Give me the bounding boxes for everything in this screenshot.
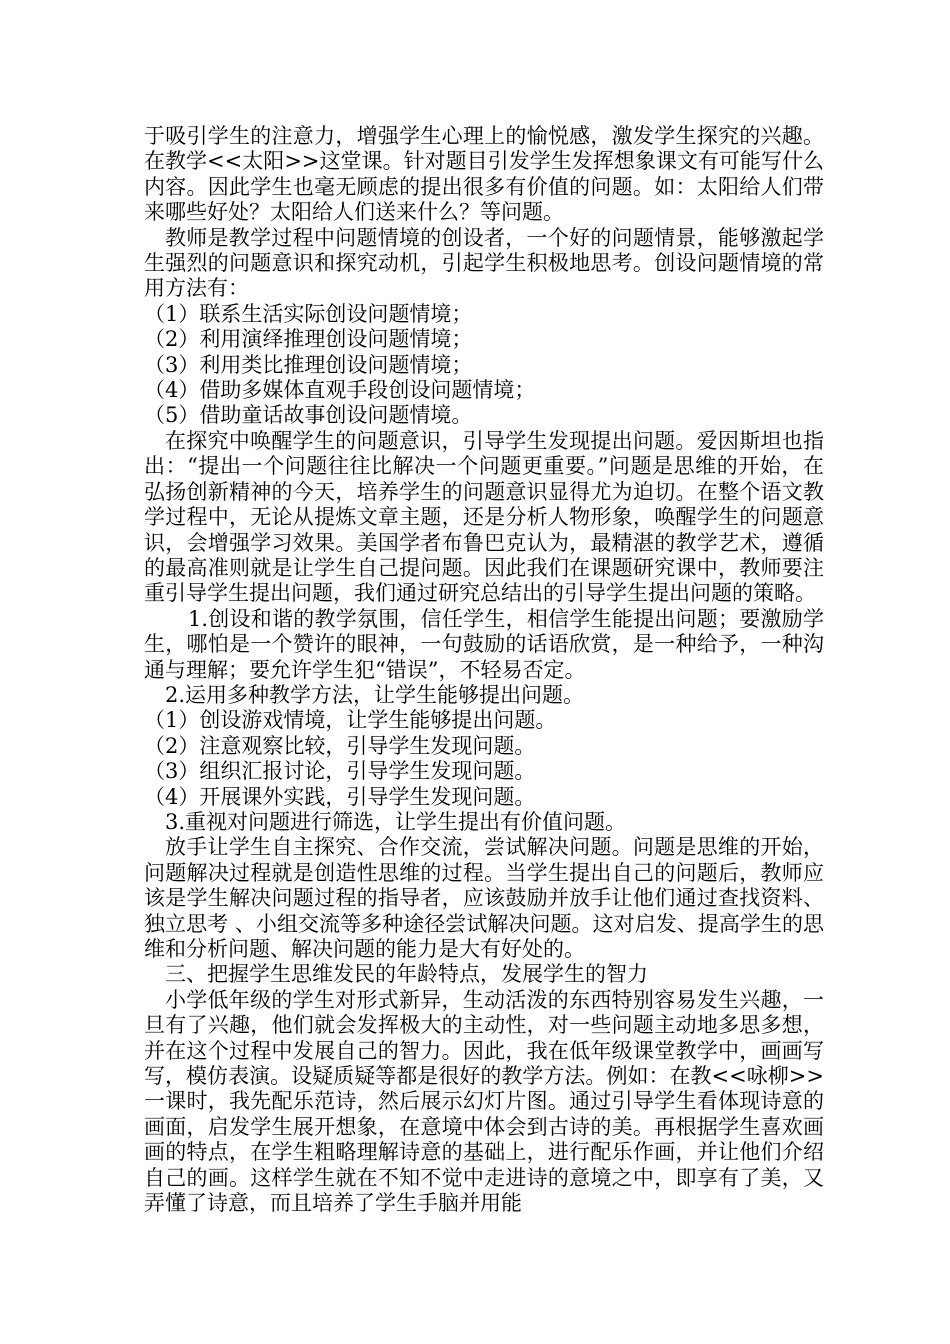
paragraph-strategy-1: 1.创设和谐的教学氛围，信任学生，相信学生能提出问题；要激励学生，哪怕是一个赞许的眼神，一句鼓励的话语欣赏，是一种给予，一种沟通与理解；要允许学生犯“错误”，不轻易否定。: [144, 606, 824, 682]
list-item-method-4: （4）借助多媒体直观手段创设问题情境；: [144, 378, 536, 403]
list-item-strategy-2-3: （3）组织汇报讨论，引导学生发现问题。: [144, 759, 536, 784]
list-item-method-5: （5）借助童话故事创设问题情境。: [144, 403, 473, 428]
paragraph-solve-problems: 放手让学生自主探究、合作交流，尝试解决问题。问题是思维的开始，问题解决过程就是创造性思维的过程。当学生提出自己的问题后，教师应该是学生解决问题过程的指导者，应该鼓励并放手让他们通过查找资料、独立思考 、小组交流等多种途径尝试解决问题。这对启发、提高学生的思维和分析问题、解决问题的能力是大有好处的。: [144, 835, 824, 961]
list-item-method-1: （1）联系生活实际创设问题情境；: [144, 301, 473, 326]
paragraph-age-characteristics: 小学低年级的学生对形式新异，生动活泼的东西特别容易发生兴趣，一旦有了兴趣，他们就会发挥极大的主动性，对一些问题主动地多思多想，并在这个过程中发展自己的智力。因此，我在低年级课堂教学中，画画写写，模仿表演。设疑质疑等都是很好的教学方法。例如：在教<<咏柳>>一课时，我先配乐范诗，然后展示幻灯片图。通过引导学生看体现诗意的画面，启发学生展开想象，在意境中体会到古诗的美。再根据学生喜欢画画的特点，在学生粗略理解诗意的基础上，进行配乐作画，并让他们介绍自己的画。这样学生就在不知不觉中走进诗的意境之中，即享有了美，又弄懂了诗意，而且培养了学生手脑并用能: [144, 987, 824, 1216]
list-item-strategy-2-1: （1）创设游戏情境，让学生能够提出问题。: [144, 708, 557, 733]
section-heading-three: 三、把握学生思维发民的年龄特点，发展学生的智力: [165, 962, 648, 987]
list-item-strategy-2-4: （4）开展课外实践，引导学生发现问题。: [144, 784, 536, 809]
list-item-strategy-2-2: （2）注意观察比较，引导学生发现问题。: [144, 733, 536, 758]
list-item-method-2: （2）利用演绎推理创设问题情境；: [144, 327, 473, 352]
paragraph-intro-continuation: 于吸引学生的注意力，增强学生心理上的愉悦感，激发学生探究的兴趣。在教学<<太阳>>这堂课。针对题目引发学生发挥想象课文有可能写什么内容。因此学生也毫无顾虑的提出很多有价值的问题。如：太阳给人们带来哪些好处？太阳给人们送来什么？等问题。: [144, 124, 824, 225]
document-page: [144, 124, 824, 1216]
paragraph-awaken-awareness: 在探究中唤醒学生的问题意识，引导学生发现提出问题。爱因斯坦也指出：“提出一个问题往往比解决一个问题更重要。”问题是思维的开始，在弘扬创新精神的今天，培养学生的问题意识显得尤为迫切。在整个语文教学过程中，无论从提炼文章主题，还是分析人物形象，唤醒学生的问题意识，会增强学习效果。美国学者布鲁巴克认为，最精湛的教学艺术，遵循的最高准则就是让学生自己提问题。因此我们在课题研究课中，教师要注重引导学生提出问题，我们通过研究总结出的引导学生提出问题的策略。: [144, 428, 824, 606]
paragraph-strategy-2: 2.运用多种教学方法，让学生能够提出问题。: [165, 682, 585, 707]
list-item-method-3: （3）利用类比推理创设问题情境；: [144, 352, 473, 377]
paragraph-strategy-3: 3.重视对问题进行筛选，让学生提出有价值问题。: [165, 809, 627, 834]
paragraph-problem-situation: 教师是教学过程中问题情境的创设者，一个好的问题情景，能够激起学生强烈的问题意识和探究动机，引起学生积极地思考。创设问题情境的常用方法有：: [144, 225, 824, 301]
